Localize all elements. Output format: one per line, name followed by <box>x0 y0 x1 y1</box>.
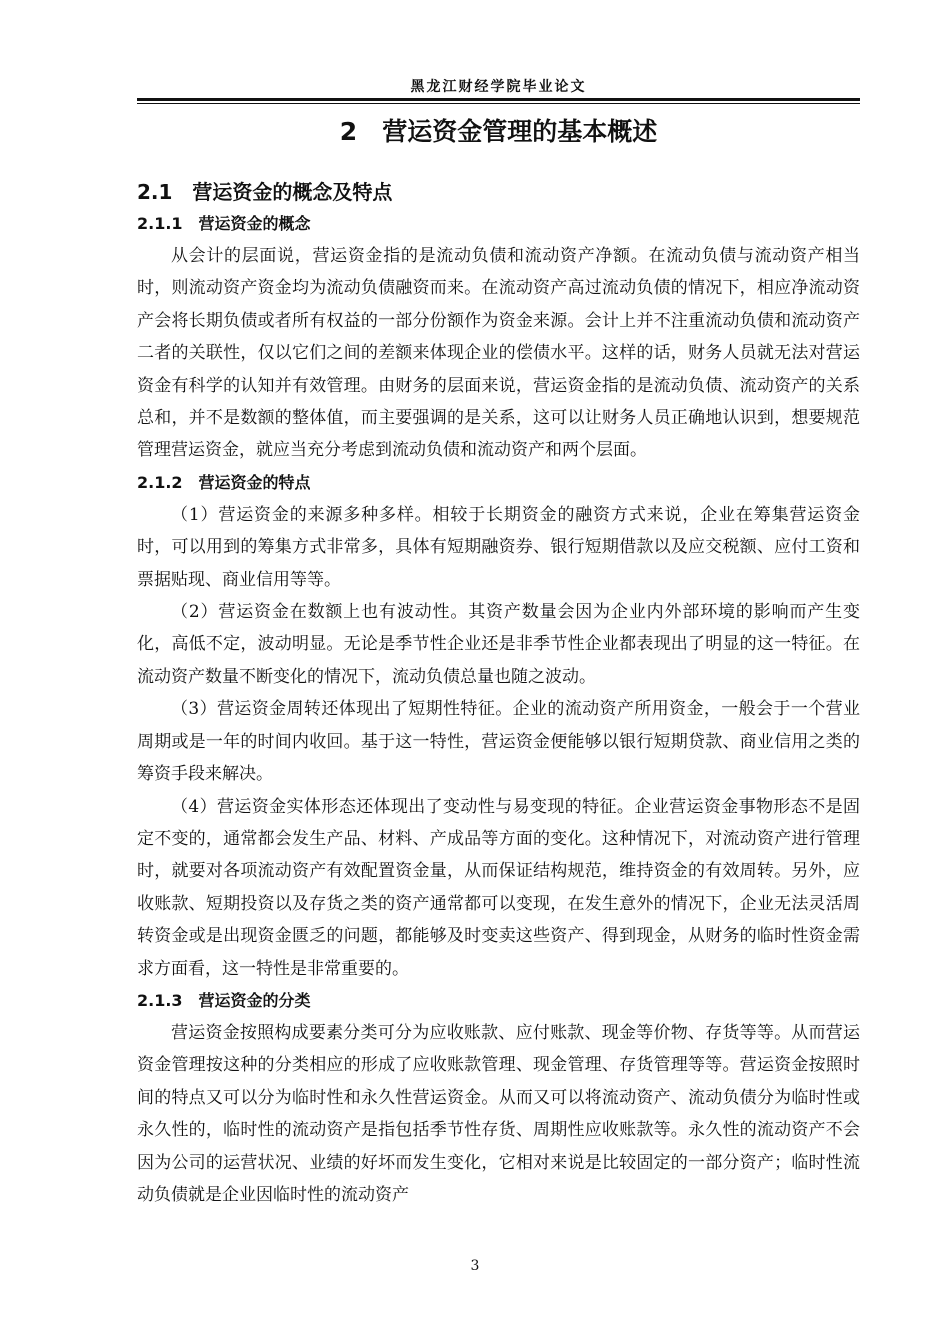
paragraph: （1）营运资金的来源多种多样。相较于长期资金的融资方式来说，企业在筹集营运资金时，可以用到的筹集方式非常多，具体有短期融资券、银行短期借款以及应交税额、应付工资和票据贴现、商业信用等等。 <box>137 504 860 590</box>
section-heading: 2.1 营运资金的概念及特点 <box>137 180 393 204</box>
paragraph: （2）营运资金在数额上也有波动性。其资产数量会因为企业内外部环境的影响而产生变化，高低不定，波动明显。无论是季节性企业还是非季节性企业都表现出了明显的这一特征。在流动资产数量不断变化的情况下，流动负债总量也随之波动。 <box>137 602 860 687</box>
paragraph: （3）营运资金周转还体现出了短期性特征。企业的流动资产所用资金，一般会于一个营业周期或是一年的时间内收回。基于这一特性，营运资金便能够以银行短期贷款、商业信用之类的筹资手段来解决。 <box>137 699 860 785</box>
subsection-heading: 2.1.1 营运资金的概念 <box>137 214 311 233</box>
header-rule-thick <box>137 98 860 101</box>
header-rule-thin <box>137 103 860 104</box>
page-header: 黑龙江财经学院毕业论文 <box>410 79 587 95</box>
chapter-title: 2 营运资金管理的基本概述 <box>339 117 658 146</box>
paragraph: （4）营运资金实体形态还体现出了变动性与易变现的特征。企业营运资金事物形态不是固定不变的，通常都会发生产品、材料、产成品等方面的变化。这种情况下，对流动资产进行管理时，就要对各项流动资产有效配置资金量，从而保证结构规范，维持资金的有效周转。另外，应收账款、短期投资以及存货之类的资产通常都可以变现，在发生意外的情况下，企业无法灵活周转资金或是出现资金匮乏的问题，都能够及时变卖这些资产、得到现金，从财务的临时性资金需求方面看，这一特性是非常重要的。 <box>137 796 860 979</box>
paragraph: 营运资金按照构成要素分类可分为应收账款、应付账款、现金等价物、存货等等。从而营运资金管理按这种的分类相应的形成了应收账款管理、现金管理、存货管理等等。营运资金按照时间的特点又可以分为临时性和永久性营运资金。从而又可以将流动资产、流动负债分为临时性或永久性的，临时性的流动资产是指包括季节性存货、周期性应收账款等。永久性的流动资产不会因为公司的运营状况、业绩的好坏而发生变化，它相对来说是比较固定的一部分资产；临时性流动负债就是企业因临时性的流动资产 <box>137 1022 860 1205</box>
subsection-heading: 2.1.2 营运资金的特点 <box>137 472 311 492</box>
page-number: 3 <box>470 1258 480 1274</box>
paragraph: 从会计的层面说，营运资金指的是流动负债和流动资产净额。在流动负债与流动资产相当时，则流动资产资金均为流动负债融资而来。在流动资产高过流动负债的情况下，相应净流动资产会将长期负债或者所有权益的一部分份额作为资金来源。会计上并不注重流动负债和流动资产二者的关联性，仅以它们之间的差额来体现企业的偿债水平。这样的话，财务人员就无法对营运资金有科学的认知并有效管理。由财务的层面来说，营运资金指的是流动负债、流动资产的关系总和，并不是数额的整体值，而主要强调的是关系，这可以让财务人员正确地认识到，想要规范管理营运资金，就应当充分考虑到流动负债和流动资产和两个层面。 <box>137 246 860 461</box>
subsection-heading: 2.1.3 营运资金的分类 <box>137 990 311 1010</box>
document-body <box>137 112 860 1211</box>
